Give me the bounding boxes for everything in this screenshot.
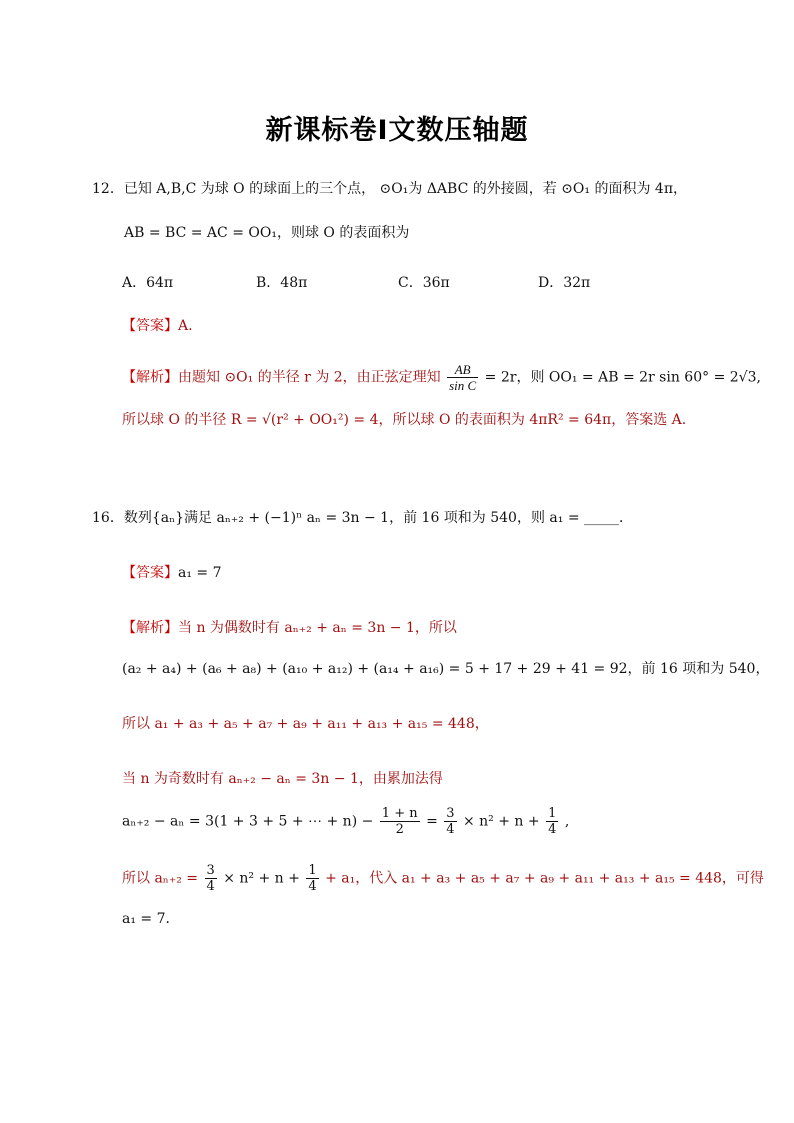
q16-stem: 16．数列{aₙ}满足 aₙ₊₂ + (−1)ⁿ aₙ = 3n − 1，前 16 项和为 540，则 a₁ = _____．: [92, 510, 634, 526]
answer-tag: 【答案】: [122, 565, 178, 581]
equation-text: =: [426, 813, 438, 830]
q16-analysis-line6: [122, 863, 764, 894]
equation-text: + a₁，代入 a₁ + a₃ + a₅ + a₇ + a₉ + a₁₁ + a₁₃ + a₁₅ = 448，可得: [325, 870, 764, 887]
q12-choice-a: A．64π: [122, 275, 174, 291]
fraction: [205, 863, 217, 894]
page-title: 新课标卷Ⅰ文数压轴题: [265, 115, 529, 146]
analysis-tag: 【解析】: [122, 620, 178, 636]
fraction-numerator: 1: [548, 806, 557, 821]
q16-analysis-line5: [122, 806, 569, 837]
q12-choice-b: B．48π: [256, 275, 308, 291]
q12-choice-c: C．36π: [398, 275, 450, 291]
fraction: [546, 806, 558, 837]
fraction-numerator: 1: [308, 863, 317, 878]
fraction: [444, 806, 456, 837]
q16-analysis-line4: 当 n 为奇数时有 aₙ₊₂ − aₙ = 3n − 1，由累加法得: [122, 771, 443, 787]
q16-analysis-line7: a₁ = 7．: [122, 911, 180, 927]
answer-tag: 【答案】: [122, 318, 178, 334]
q16-answer: [122, 562, 222, 584]
q16-analysis-line2: (a₂ + a₄) + (a₆ + a₈) + (a₁₀ + a₁₂) + (a₁₄ + a₁₆) = 5 + 17 + 29 + 41 = 92，前 16 项和为 540，: [122, 661, 770, 677]
answer-value: A.: [178, 318, 193, 334]
q12-choice-d: D．32π: [538, 275, 591, 291]
fraction-numerator: 3: [446, 806, 455, 821]
fraction-numerator: AB: [447, 362, 478, 378]
q12-analysis-line1: [122, 362, 761, 393]
analysis-tag: 【解析】: [122, 369, 178, 386]
fraction: [306, 863, 318, 894]
fraction: [447, 362, 478, 393]
equation-text: 所以 aₙ₊₂ =: [122, 870, 199, 887]
q12-answer: [122, 315, 193, 337]
fraction: [380, 806, 420, 837]
analysis-text: 由题知 ⊙O₁ 的半径 r 为 2，由正弦定理知: [178, 369, 441, 386]
answer-value: a₁ = 7: [178, 565, 222, 581]
fraction-numerator: 1 + n: [381, 806, 418, 821]
fraction-denominator: sin C: [449, 378, 477, 393]
q16-analysis-line3: 所以 a₁ + a₃ + a₅ + a₇ + a₉ + a₁₁ + a₁₃ + a₁₅ = 448，: [122, 716, 489, 732]
equation-text: aₙ₊₂ − aₙ = 3(1 + 3 + 5 + ⋯ + n) −: [122, 813, 374, 830]
equation-text: × n² + n +: [223, 870, 300, 887]
analysis-text: = 2r，则 OO₁ = AB = 2r sin 60° = 2√3,: [484, 369, 761, 386]
analysis-text: 当 n 为偶数时有 aₙ₊₂ + aₙ = 3n − 1，所以: [178, 620, 457, 636]
fraction-numerator: 3: [206, 863, 215, 878]
equation-text: × n² + n +: [462, 813, 540, 830]
q12-stem-line1: 12．已知 A,B,C 为球 O 的球面上的三个点， ⊙O₁为 ΔABC 的外接圆，若 ⊙O₁ 的面积为 4π，: [92, 181, 688, 197]
fraction-denominator: 4: [308, 879, 317, 894]
fraction-denominator: 4: [446, 822, 455, 837]
fraction-denominator: 4: [206, 879, 215, 894]
equation-text: ,: [564, 813, 570, 830]
q16-analysis-line1: [122, 617, 457, 639]
q12-stem-line2: AB = BC = AC = OO₁，则球 O 的表面积为: [124, 225, 410, 241]
q12-analysis-line2: 所以球 O 的半径 R = √(r² + OO₁²) = 4，所以球 O 的表面积为 4πR² = 64π，答案选 A.: [122, 412, 687, 428]
fraction-denominator: 4: [548, 822, 557, 837]
fraction-denominator: 2: [395, 822, 404, 837]
